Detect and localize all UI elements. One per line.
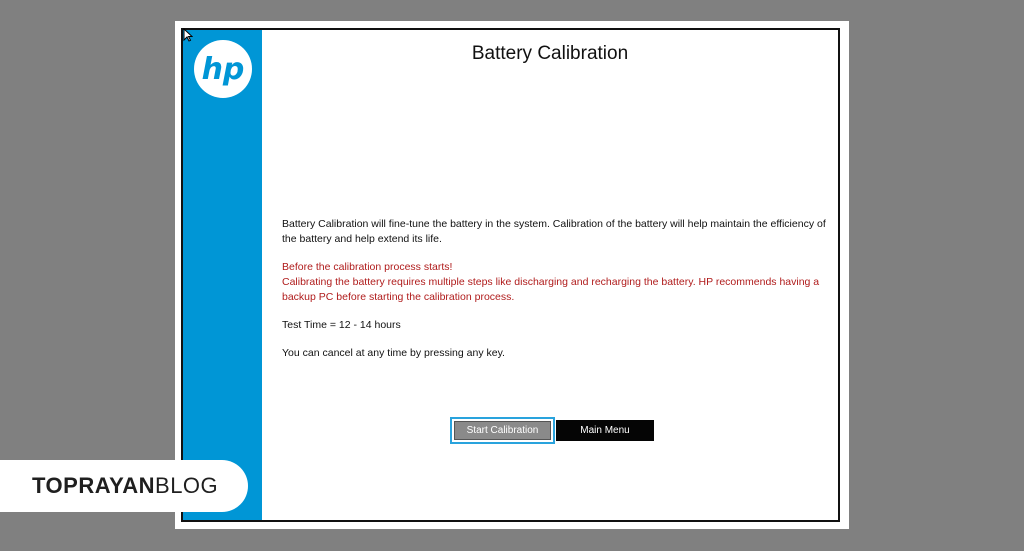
start-calibration-label: Start Calibration: [454, 421, 551, 440]
test-time: Test Time = 12 - 14 hours: [282, 319, 401, 331]
warning-heading: Before the calibration process starts!: [282, 261, 453, 273]
warning-body: Calibrating the battery requires multiple steps like discharging and recharging the battery. HP recommends having a backup PC before starting the calibration process.: [282, 276, 820, 303]
warning-block: [282, 260, 834, 305]
intro-text: Battery Calibration will fine-tune the battery in the system. Calibration of the battery will help maintain the efficiency of the battery and help extend its life.: [282, 218, 826, 245]
description-block: [282, 217, 834, 374]
start-calibration-button[interactable]: [450, 417, 555, 444]
hp-logo-text: hp: [201, 52, 245, 87]
hp-sidebar: [183, 30, 262, 520]
watermark-badge: [0, 460, 248, 512]
hp-logo-icon: [193, 39, 253, 99]
cancel-note: You can cancel at any time by pressing any key.: [282, 347, 505, 359]
watermark-light: BLOG: [155, 473, 219, 498]
page-title: Battery Calibration: [471, 43, 629, 64]
watermark-bold: TOPRAYAN: [32, 473, 156, 498]
calibration-window: [181, 28, 840, 522]
main-menu-button[interactable]: Main Menu: [556, 420, 654, 441]
mouse-cursor-icon: [183, 28, 193, 42]
